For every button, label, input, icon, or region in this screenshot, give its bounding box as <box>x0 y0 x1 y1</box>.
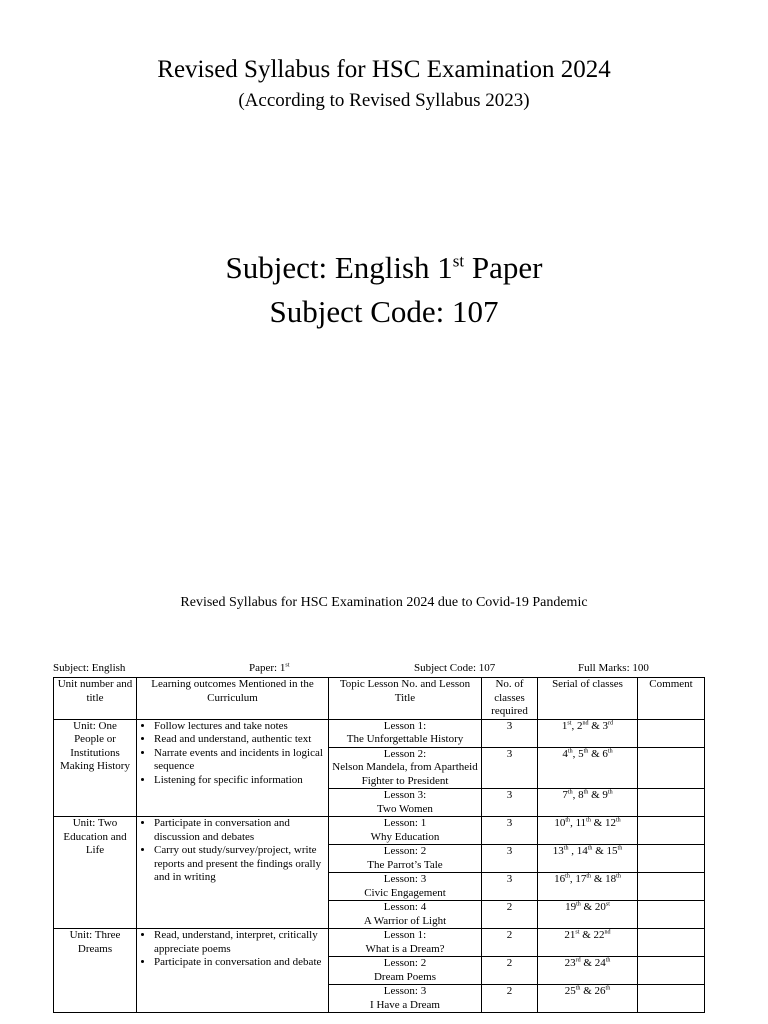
outcome-item: • Participate in conversation and debate <box>154 956 325 970</box>
serial-number: 13 <box>552 845 564 857</box>
serial-separator: & <box>591 873 606 885</box>
serial-number: 21 <box>564 929 576 941</box>
classes-count-cell: 2 <box>482 901 538 929</box>
serial-separator: & <box>588 747 603 760</box>
serial-separator: & <box>590 817 605 829</box>
syllabus-table <box>53 677 705 1013</box>
serial-cell <box>538 817 638 845</box>
lesson-title: I Have a Dream <box>370 998 440 1011</box>
learning-outcomes-cell <box>137 817 329 929</box>
comment-cell <box>638 901 705 929</box>
serial-number: 14 <box>576 845 588 857</box>
meta-subject: Subject: English <box>53 662 126 674</box>
classes-count-cell: 3 <box>482 817 538 845</box>
lesson-number: Lesson 3: <box>383 789 427 801</box>
serial-separator: , <box>570 817 576 829</box>
table-header-row <box>54 678 705 720</box>
col-classes-header: No. of classes required <box>482 678 538 720</box>
serial-number: 24 <box>594 957 606 969</box>
serial-ordinal: th <box>576 901 581 908</box>
subject-heading <box>0 250 768 286</box>
lesson-title: A Warrior of Light <box>363 914 447 927</box>
serial-ordinal: th <box>605 985 611 992</box>
serial-number: 26 <box>594 985 606 997</box>
serial-number: 2 <box>576 719 583 732</box>
serial-number: 9 <box>602 789 608 801</box>
meta-paper-ordinal: st <box>285 662 290 669</box>
outcomes-list <box>140 817 325 885</box>
serial-cell <box>538 901 638 929</box>
lesson-title: Civic Engagement <box>364 886 446 899</box>
serial-number: 19 <box>565 901 577 913</box>
col-outcomes-header: Learning outcomes Mentioned in the Curriculum <box>137 678 329 720</box>
lesson-cell <box>329 747 482 789</box>
outcome-item: • Listening for specific information <box>154 774 325 788</box>
outcome-item: • Carry out study/survey/project, write reports and present the findings orally and in writing <box>154 844 325 885</box>
serial-ordinal: th <box>583 789 589 796</box>
document-title: Revised Syllabus for HSC Examination 2024 <box>157 56 611 83</box>
serial-ordinal: th <box>583 747 589 754</box>
serial-ordinal: rd <box>608 719 614 726</box>
lesson-cell <box>329 789 482 817</box>
serial-ordinal: th <box>605 957 611 964</box>
outcome-item: • Read, understand, interpret, critically appreciate poems <box>154 929 325 956</box>
serial-cell <box>538 985 638 1013</box>
serial-separator: & <box>580 957 595 969</box>
serial-cell <box>538 845 638 873</box>
lesson-cell <box>329 719 482 747</box>
serial-number: 8 <box>578 789 584 801</box>
outcome-item: • Narrate events and incidents in logical sequence <box>154 747 325 774</box>
serial-ordinal: rd <box>575 957 581 964</box>
serial-ordinal: th <box>586 817 591 824</box>
classes-count-cell: 2 <box>482 957 538 985</box>
lesson-cell <box>329 929 482 957</box>
subject-ordinal: st <box>452 251 465 271</box>
serial-ordinal: th <box>586 873 592 880</box>
lesson-cell <box>329 957 482 985</box>
outcomes-list <box>140 929 325 970</box>
classes-count-cell: 3 <box>482 845 538 873</box>
serial-ordinal: st <box>605 901 610 908</box>
serial-number: 18 <box>605 873 617 885</box>
comment-cell <box>638 985 705 1013</box>
table-row <box>54 817 705 845</box>
serial-cell <box>538 957 638 985</box>
serial-separator: , <box>572 789 579 801</box>
lesson-number: Lesson: 2 <box>383 957 427 969</box>
serial-separator: & <box>588 789 603 801</box>
serial-separator: , <box>568 845 577 857</box>
serial-ordinal: th <box>607 789 613 796</box>
col-serial-header: Serial of classes <box>538 678 638 720</box>
serial-ordinal: st <box>567 719 572 726</box>
classes-count-cell: 3 <box>482 873 538 901</box>
serial-number: 1 <box>561 719 568 732</box>
serial-ordinal: st <box>575 929 580 936</box>
table-row <box>54 929 705 957</box>
learning-outcomes-cell <box>137 929 329 1013</box>
lesson-title: Why Education <box>370 830 440 843</box>
subject-suffix: Paper <box>464 250 543 285</box>
document-subtitle: (According to Revised Syllabus 2023) <box>238 90 530 111</box>
lesson-number: Lesson 2: <box>383 747 427 760</box>
classes-count-cell: 2 <box>482 985 538 1013</box>
serial-ordinal: th <box>616 873 621 880</box>
lesson-title: The Parrot’s Tale <box>367 858 443 871</box>
serial-ordinal: th <box>607 747 613 754</box>
comment-cell <box>638 747 705 789</box>
lesson-cell <box>329 985 482 1013</box>
lesson-cell <box>329 901 482 929</box>
serial-ordinal: th <box>617 845 623 852</box>
comment-cell <box>638 957 705 985</box>
serial-separator: & <box>580 985 595 997</box>
classes-count-cell: 3 <box>482 789 538 817</box>
unit-title-cell: Unit: Two Education and Life <box>54 817 137 929</box>
serial-number: 5 <box>578 747 584 760</box>
serial-number: 3 <box>602 719 609 732</box>
serial-number: 16 <box>554 873 566 885</box>
meta-subject-code: Subject Code: 107 <box>414 662 496 674</box>
classes-count-cell: 3 <box>482 719 538 747</box>
serial-number: 25 <box>564 985 576 997</box>
serial-ordinal: th <box>587 845 593 852</box>
meta-paper <box>249 662 289 674</box>
serial-ordinal: th <box>575 985 581 992</box>
comment-cell <box>638 817 705 845</box>
serial-ordinal: th <box>567 789 573 796</box>
serial-number: 17 <box>575 873 587 885</box>
lesson-title: Dream Poems <box>373 970 436 983</box>
lesson-title: The Unforgettable History <box>346 733 464 745</box>
classes-count-cell: 3 <box>482 747 538 789</box>
outcome-item: • Read and understand, authentic text <box>154 733 325 747</box>
lesson-number: Lesson: 1 <box>383 817 427 829</box>
serial-separator: & <box>588 719 603 732</box>
serial-number: 12 <box>604 817 616 829</box>
classes-count-cell: 2 <box>482 929 538 957</box>
serial-number: 15 <box>606 845 618 857</box>
lesson-title: Nelson Mandela, from Apartheid Fighter to President <box>332 761 478 787</box>
serial-ordinal: th <box>565 817 571 824</box>
comment-cell <box>638 873 705 901</box>
serial-cell <box>538 789 638 817</box>
comment-cell <box>638 929 705 957</box>
serial-number: 6 <box>602 747 608 760</box>
serial-ordinal: th <box>565 873 570 880</box>
lesson-number: Lesson 1: <box>383 719 427 732</box>
syllabus-table-body <box>54 719 705 1013</box>
serial-ordinal: th <box>567 747 573 754</box>
meta-full-marks: Full Marks: 100 <box>578 662 649 674</box>
serial-cell <box>538 747 638 789</box>
serial-cell <box>538 873 638 901</box>
serial-separator: & <box>579 929 594 941</box>
comment-cell <box>638 789 705 817</box>
table-caption: Revised Syllabus for HSC Examination 2024 due to Covid-19 Pandemic <box>180 595 588 610</box>
serial-ordinal: nd <box>582 719 589 726</box>
learning-outcomes-cell <box>137 719 329 817</box>
meta-paper-label: Paper: 1 <box>249 662 286 674</box>
col-unit-header: Unit number and title <box>54 678 137 720</box>
table-row <box>54 719 705 747</box>
serial-ordinal: nd <box>604 929 611 936</box>
lesson-number: Lesson: 3 <box>383 873 427 885</box>
lesson-cell <box>329 817 482 845</box>
serial-number: 11 <box>575 817 587 829</box>
serial-cell <box>538 719 638 747</box>
lesson-number: Lesson: 4 <box>383 901 427 913</box>
outcome-item: • Follow lectures and take notes <box>154 720 325 734</box>
lesson-cell <box>329 873 482 901</box>
serial-number: 10 <box>554 817 566 829</box>
serial-separator: & <box>580 901 595 913</box>
serial-separator: , <box>571 719 577 732</box>
serial-number: 23 <box>564 957 576 969</box>
lesson-title: Two Women <box>377 802 433 815</box>
serial-number: 4 <box>562 747 568 760</box>
subject-prefix: Subject: English 1 <box>225 250 453 285</box>
serial-number: 7 <box>562 789 568 801</box>
outcome-item: • Participate in conversation and discussion and debates <box>154 817 325 844</box>
col-comment-header: Comment <box>638 678 705 720</box>
lesson-cell <box>329 845 482 873</box>
unit-title-cell: Unit: Three Dreams <box>54 929 137 1013</box>
outcomes-list <box>140 720 325 788</box>
serial-number: 20 <box>594 901 606 913</box>
serial-number: 22 <box>593 929 605 941</box>
serial-ordinal: th <box>563 845 569 852</box>
subject-code: Subject Code: 107 <box>269 294 499 329</box>
serial-cell <box>538 929 638 957</box>
lesson-number: Lesson: 3 <box>383 985 427 997</box>
serial-separator: & <box>592 845 607 857</box>
unit-title-cell: Unit: One People or Institutions Making History <box>54 719 137 817</box>
serial-ordinal: th <box>615 817 621 824</box>
lesson-number: Lesson: 2 <box>383 845 427 857</box>
col-lesson-header: Topic Lesson No. and Lesson Title <box>329 678 482 720</box>
lesson-number: Lesson 1: <box>383 929 427 941</box>
serial-separator: , <box>572 747 579 760</box>
lesson-title: What is a Dream? <box>365 942 445 955</box>
comment-cell <box>638 845 705 873</box>
serial-separator: , <box>569 873 576 885</box>
comment-cell <box>638 719 705 747</box>
